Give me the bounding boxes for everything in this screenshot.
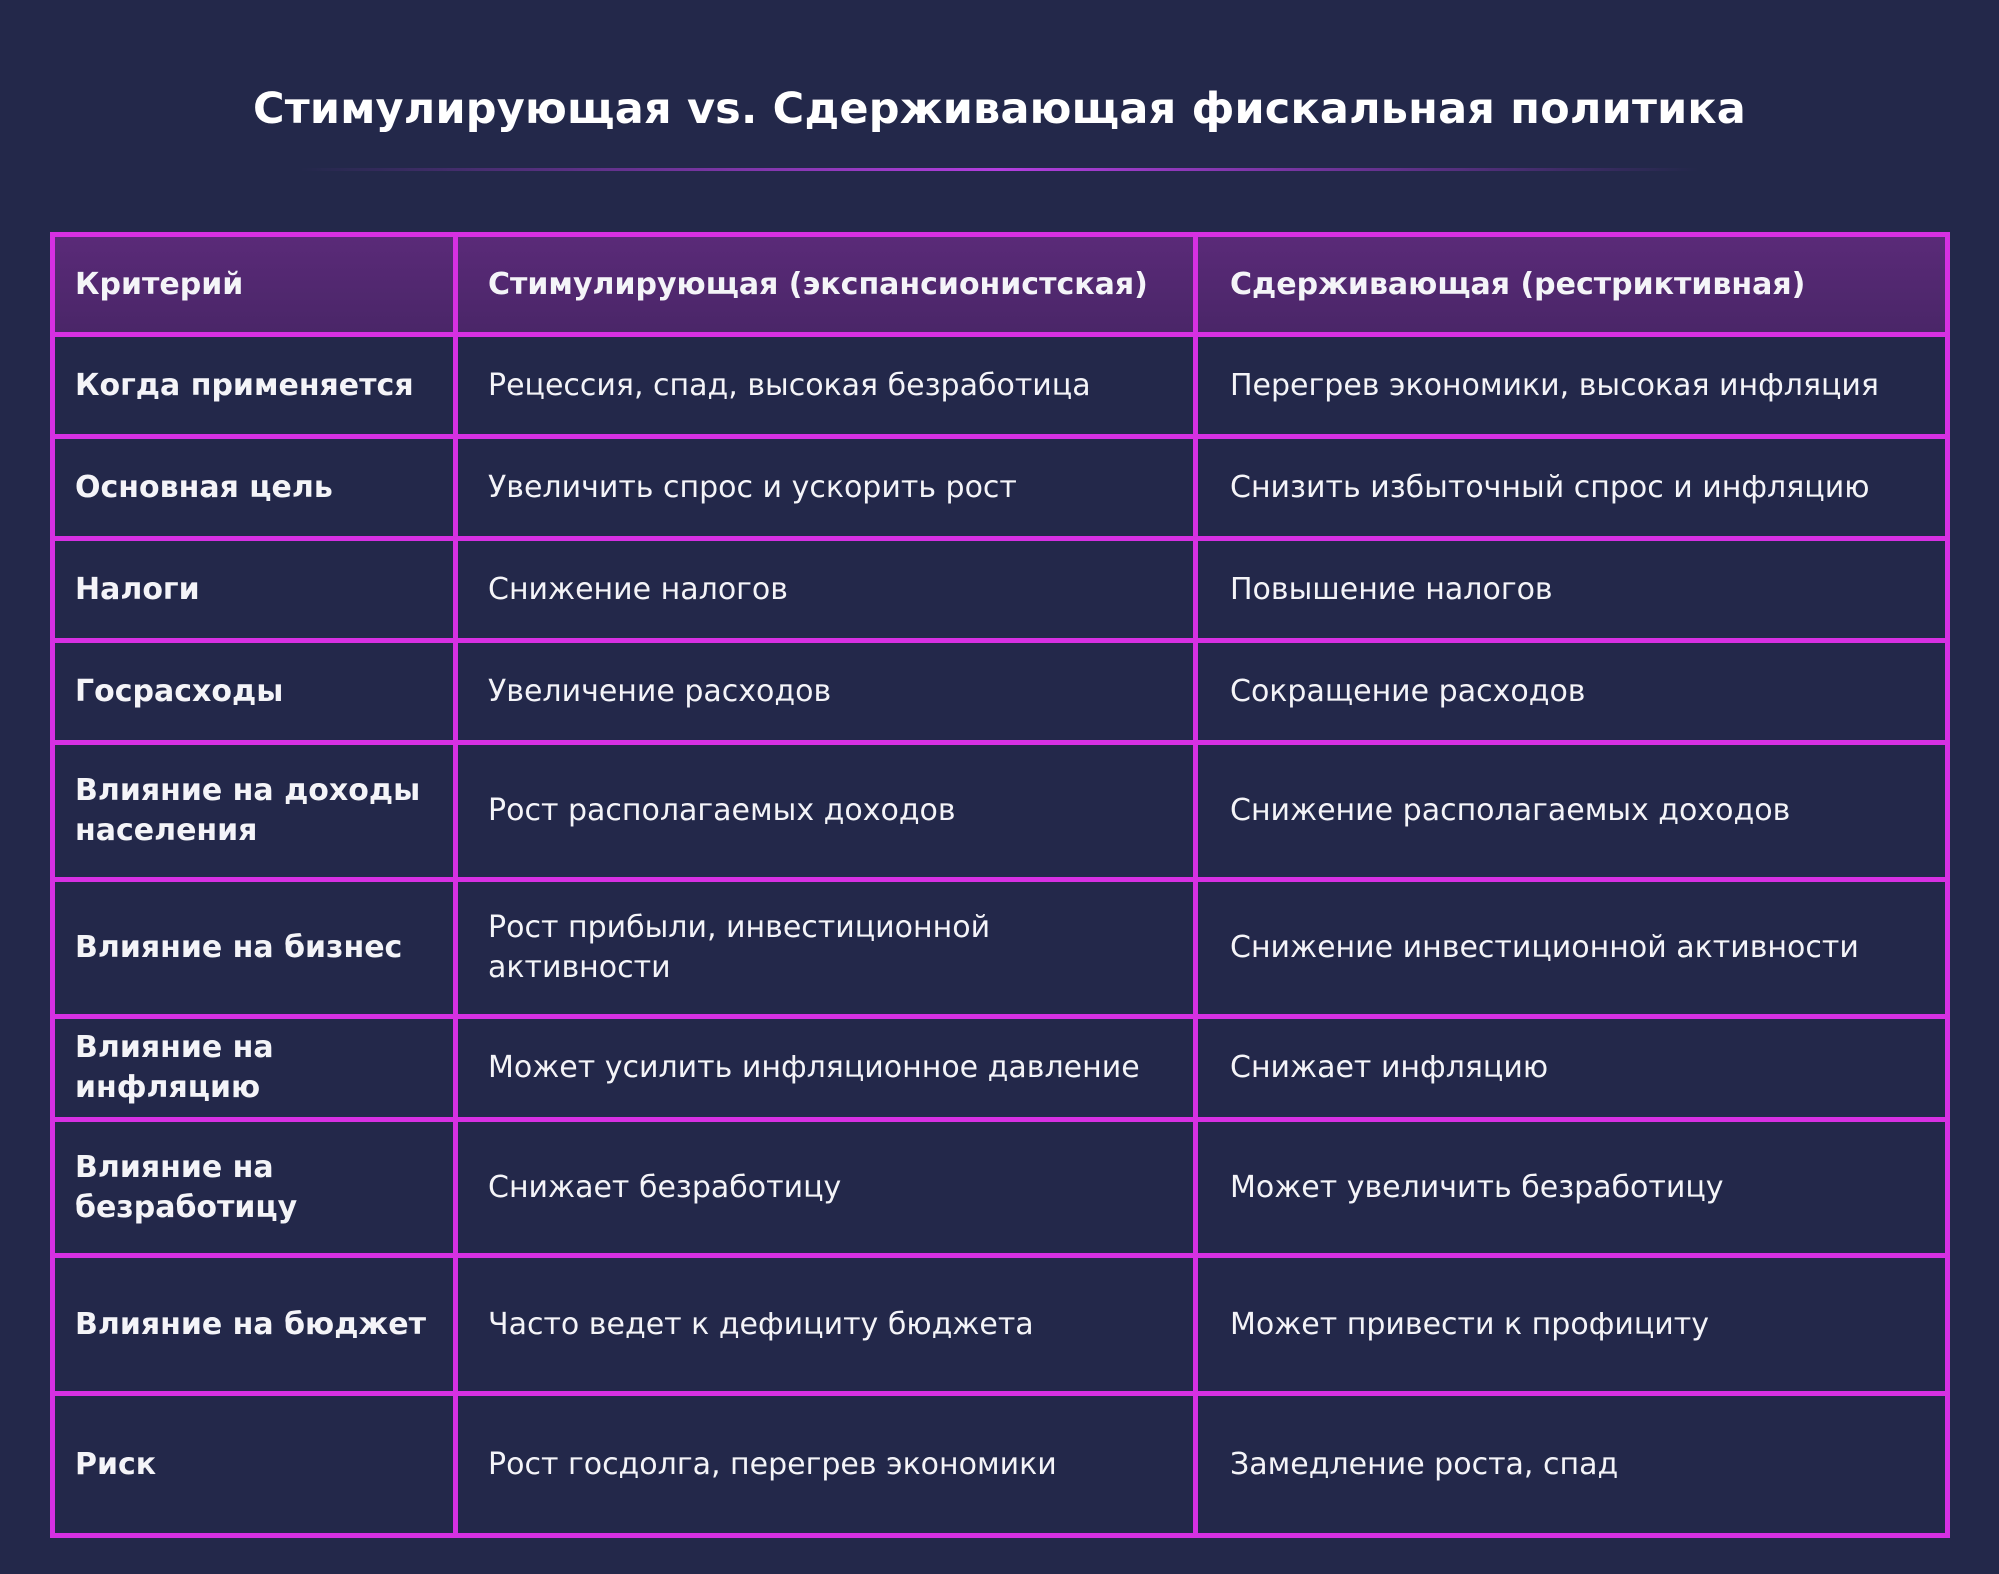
row-criterion: Влияние на бюджет [55, 1258, 458, 1396]
row-contractionary: Повышение налогов [1198, 541, 1945, 643]
header-contractionary: Сдерживающая (рестриктивная) [1198, 237, 1945, 337]
row-criterion: Риск [55, 1396, 458, 1533]
row-contractionary: Замедление роста, спад [1230, 1446, 1619, 1482]
row-criterion: Когда применяется [55, 337, 458, 439]
row-expansionary: Часто ведет к дефициту бюджета [458, 1258, 1198, 1396]
row-expansionary: Рост прибыли, инвестиционной активности [458, 882, 1198, 1019]
header-criterion: Критерий [55, 237, 458, 337]
row-contractionary: Снижает инфляцию [1198, 1019, 1945, 1122]
row-criterion: Влияние на доходы населения [55, 745, 458, 882]
row-expansionary: Увеличить спрос и ускорить рост [458, 439, 1198, 541]
header-expansionary: Стимулирующая (экспансионистская) [458, 237, 1198, 337]
row-criterion: Налоги [55, 541, 458, 643]
row-criterion: Влияние на инфляцию [55, 1019, 458, 1122]
comparison-table [50, 232, 1950, 1538]
row-expansionary: Снижает безработицу [458, 1122, 1198, 1258]
row-expansionary: Рецессия, спад, высокая безработица [458, 337, 1198, 439]
row-expansionary: Снижение налогов [458, 541, 1198, 643]
row-contractionary: Снизить избыточный спрос и инфляцию [1198, 439, 1945, 541]
row-criterion: Основная цель [55, 439, 458, 541]
page-title: Стимулирующая vs. Сдерживающая фискальная политика [253, 84, 1746, 134]
row-expansionary: Увеличение расходов [458, 643, 1198, 745]
row-contractionary: Сокращение расходов [1198, 643, 1945, 745]
row-contractionary: Перегрев экономики, высокая инфляция [1198, 337, 1945, 439]
row-expansionary: Рост располагаемых доходов [458, 745, 1198, 882]
row-criterion: Влияние на бизнес [55, 882, 458, 1019]
row-contractionary: Снижение располагаемых доходов [1198, 745, 1945, 882]
row-contractionary: Снижение инвестиционной активности [1198, 882, 1945, 1019]
title-divider [300, 168, 1699, 171]
row-expansionary: Рост госдолга, перегрев экономики [458, 1396, 1198, 1533]
row-criterion: Госрасходы [55, 643, 458, 745]
row-contractionary: Может привести к профициту [1198, 1258, 1945, 1396]
row-contractionary: Может увеличить безработицу [1198, 1122, 1945, 1258]
row-expansionary: Может усилить инфляционное давление [458, 1019, 1198, 1122]
row-criterion: Влияние на безработицу [55, 1122, 458, 1258]
